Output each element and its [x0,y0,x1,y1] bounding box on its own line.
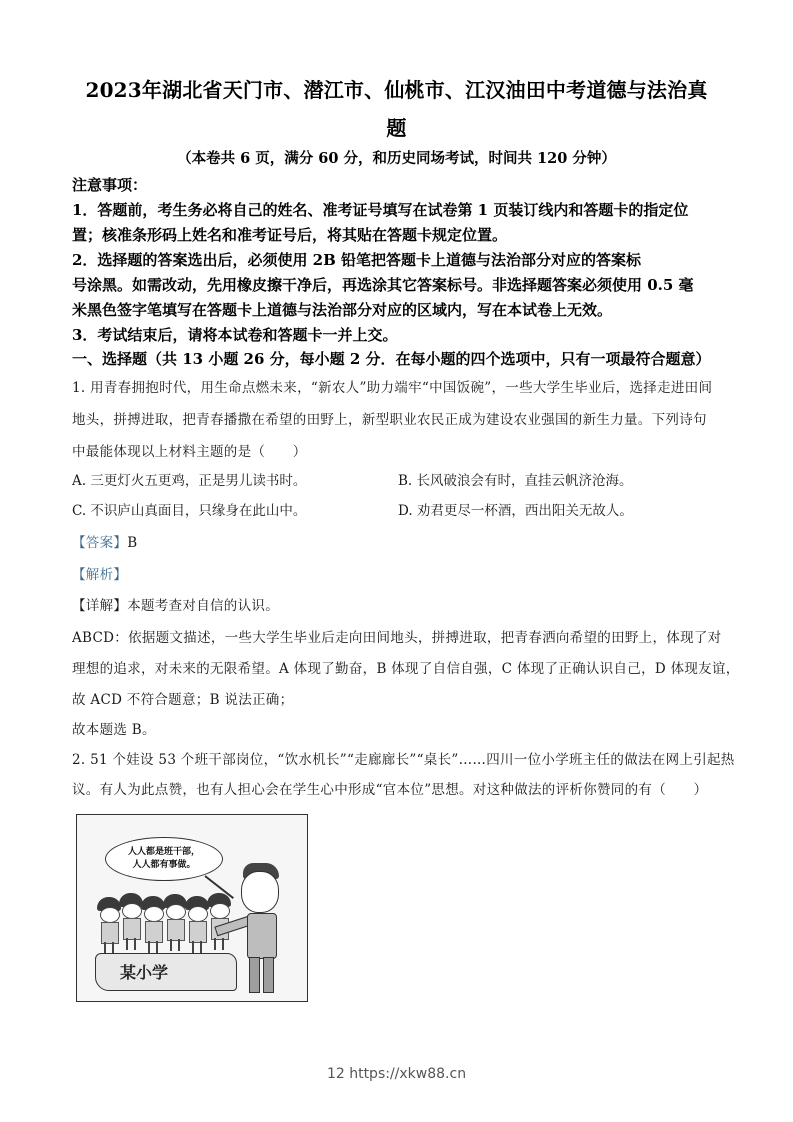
cartoon-image [76,814,308,1002]
question1-explanation: ABCD：依据题文描述，一些大学生毕业后走向田间地头，拼搏进取，把青春洒向希望的田野上，体现了对 [72,630,722,646]
student-figure [121,893,141,951]
notes-line: 3．考试结束后，请将本试卷和答题卡一并上交。 [72,326,398,344]
page-footer: 12 https://xkw88.cn [326,1066,467,1082]
question1-text: 中最能体现以上材料主题的是（ ） [72,444,307,460]
question1-explanation: 故 ACD 不符合题意；B 说法正确； [72,692,294,708]
question1-answer [72,531,137,551]
question1-explanation: 理想的追求，对未来的无限希望。A 体现了勤奋，B 体现了自信自强，C 体现了正确认识自己，D 体现友谊， [72,661,740,677]
question1-explanation: 故本题选 B。 [72,722,156,738]
detail-label: 【详解】 [72,598,128,614]
question1-detail [72,594,279,614]
book-label: 某小学 [120,963,169,982]
question1-option-a: A. 三更灯火五更鸡，正是男儿读书时。 [72,473,307,489]
student-figure [99,897,119,955]
section-heading: 一、选择题（共 13 小题 26 分，每小题 2 分．在每小题的四个选项中，只有一项最符合题意） [72,350,711,368]
detail-text: 本题考查对自信的认识。 [127,598,280,614]
answer-value: B [127,535,138,551]
question2-text: 议。有人为此点赞，也有人担心会在学生心中形成“官本位”思想。对这种做法的评析你赞同的有（ ） [72,782,708,798]
student-figure [165,894,185,952]
notes-heading: 注意事项： [72,176,148,194]
document-title-line2: 题 [386,116,407,140]
document-subtitle: （本卷共 6 页，满分 60 分，和历史同场考试，时间共 120 分钟） [177,150,616,167]
speech-line1: 人人都是班干部， [127,847,200,857]
teacher-figure [237,863,297,993]
document-title-line1: 2023年湖北省天门市、潜江市、仙桃市、江汉油田中考道德与法治真 [85,78,708,102]
question1-text: 1. 用青春拥抱时代，用生命点燃未来，“新农人”助力端牢“中国饭碗”，一些大学生毕业后，选择走进田间 [72,380,713,396]
answer-label: 【答案】 [72,535,128,551]
student-figure [187,896,207,954]
question1-option-c: C. 不识庐山真面目，只缘身在此山中。 [72,503,307,519]
notes-line: 米黑色签字笔填写在答题卡上道德与法治部分对应的区域内，写在本试卷上无效。 [72,301,613,319]
speech-line2: 人人都有事做。 [132,860,196,870]
question1-text: 地头，拼搏进取，把青春播撒在希望的田野上，新型职业农民正成为建设农业强国的新生力量。下列诗句 [72,412,707,428]
notes-line: 1．答题前，考生务必将自己的姓名、准考证号填写在试卷第 1 页装订线内和答题卡的指定位 [72,201,689,219]
notes-line: 置；核准条形码上姓名和准考证号后，将其贴在答题卡规定位置。 [72,226,508,244]
question1-option-b: B. 长风破浪会有时，直挂云帆济沧海。 [398,473,633,489]
analysis-label: 【解析】 [72,567,128,583]
student-figure [143,896,163,954]
question2-text: 2. 51 个娃设 53 个班干部岗位，“饮水机长”“走廊廊长”“桌长”……四川一位小学班主任的做法在网上引起热 [72,752,735,768]
book-platform [95,953,237,991]
question1-option-d: D. 劝君更尽一杯酒，西出阳关无故人。 [398,503,633,519]
notes-line: 2．选择题的答案选出后，必须使用 2B 铅笔把答题卡上道德与法治部分对应的答案标 [72,251,642,269]
notes-line: 号涂黑。如需改动，先用橡皮擦干净后，再选涂其它答案标号。非选择题答案必须使用 0.5 毫 [72,276,694,294]
